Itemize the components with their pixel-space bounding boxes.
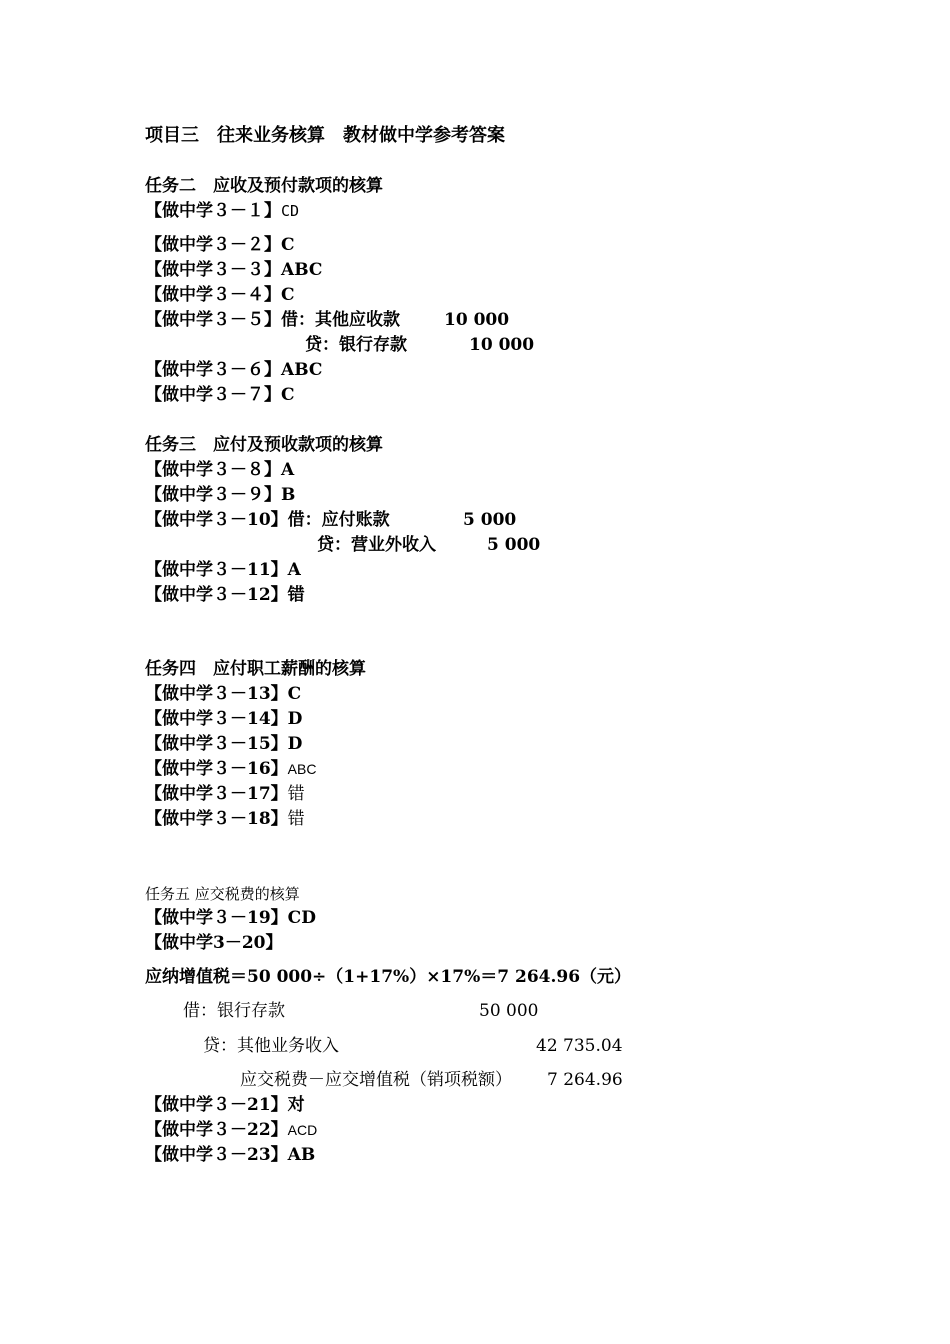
exercise-3-6	[145, 359, 322, 381]
exercise-label: 【做中学３－21】	[145, 1095, 288, 1115]
exercise-3-11	[145, 559, 301, 581]
exercise-3-18	[145, 808, 305, 830]
exercise-label: 【做中学３－12】	[145, 585, 288, 605]
exercise-label: 【做中学３－14】	[145, 709, 288, 729]
exercise-3-14	[145, 708, 302, 730]
exercise-answer: 对	[287, 1095, 305, 1115]
exercise-label: 【做中学３－10】	[145, 510, 288, 530]
section-heading-task5: 任务五 应交税费的核算	[145, 885, 300, 903]
exercise-answer: 借：应付账款	[287, 510, 390, 530]
exercise-answer: A	[287, 560, 301, 580]
exercise-answer: D	[287, 709, 303, 729]
exercise-3-20	[145, 932, 283, 954]
credit-entry: 应交税费－应交增值税（销项税额）	[240, 1070, 512, 1090]
exercise-3-5	[145, 309, 400, 331]
exercise-3-13	[145, 683, 301, 705]
section-heading-task3: 任务三 应付及预收款项的核算	[145, 435, 383, 455]
exercise-label: 【做中学３－４】	[145, 285, 281, 305]
exercise-answer: C	[287, 684, 302, 704]
debit-amount: 5 000	[463, 510, 517, 530]
debit-amount: 10 000	[444, 310, 510, 330]
exercise-label: 【做中学３－13】	[145, 684, 288, 704]
credit-amount: 10 000	[469, 335, 535, 355]
exercise-3-2	[145, 234, 295, 256]
exercise-label: 【做中学３－15】	[145, 734, 288, 754]
exercise-3-10	[145, 509, 390, 531]
credit-entry: 贷：其他业务收入	[203, 1036, 339, 1056]
exercise-label: 【做中学３－23】	[145, 1145, 288, 1165]
page-title: 项目三 往来业务核算 教材做中学参考答案	[145, 125, 505, 146]
exercise-label: 【做中学３－22】	[145, 1120, 288, 1140]
exercise-3-7	[145, 384, 295, 406]
credit-amount: 42 735.04	[536, 1036, 623, 1056]
exercise-answer: ACD	[287, 1122, 318, 1138]
exercise-3-17	[145, 783, 305, 805]
exercise-label: 【做中学３－19】	[145, 908, 288, 928]
exercise-label: 【做中学３－２】	[145, 235, 281, 255]
exercise-answer: 错	[287, 809, 305, 829]
exercise-label: 【做中学３－１】	[145, 201, 281, 221]
exercise-label: 【做中学３－３】	[145, 260, 281, 280]
credit-entry: 贷：银行存款	[305, 335, 407, 355]
section-heading-task2: 任务二 应收及预付款项的核算	[145, 176, 383, 196]
debit-amount: 50 000	[479, 1001, 539, 1021]
exercise-answer: C	[281, 385, 295, 405]
exercise-3-15	[145, 733, 302, 755]
exercise-label: 【做中学３－16】	[145, 759, 288, 779]
exercise-3-16	[145, 758, 316, 780]
exercise-3-8	[145, 459, 294, 481]
exercise-answer: ABC	[287, 761, 317, 777]
exercise-3-4	[145, 284, 295, 306]
exercise-label: 【做中学３－５】	[145, 310, 281, 330]
exercise-3-23	[145, 1144, 315, 1166]
exercise-answer: ABC	[281, 360, 323, 380]
exercise-answer: AB	[287, 1145, 316, 1165]
exercise-answer: ABC	[281, 260, 323, 280]
exercise-label: 【做中学３－９】	[145, 485, 281, 505]
section-heading-task4: 任务四 应付职工薪酬的核算	[145, 659, 366, 679]
exercise-answer: D	[287, 734, 303, 754]
exercise-answer: B	[281, 485, 296, 505]
exercise-answer: A	[281, 460, 295, 480]
vat-formula: 应纳增值税＝50 000÷（1+17%）×17%＝7 264.96（元）	[145, 967, 632, 987]
exercise-label: 【做中学３－17】	[145, 784, 288, 804]
credit-entry: 贷：营业外收入	[317, 535, 436, 555]
exercise-answer: CD	[281, 202, 300, 220]
exercise-3-22	[145, 1119, 317, 1141]
exercise-3-19	[145, 907, 316, 929]
exercise-3-1	[145, 200, 299, 222]
exercise-answer: CD	[287, 908, 316, 928]
exercise-label: 【做中学３－６】	[145, 360, 281, 380]
exercise-3-21	[145, 1094, 305, 1116]
exercise-label: 【做中学３－18】	[145, 809, 288, 829]
exercise-label: 【做中学３－８】	[145, 460, 281, 480]
exercise-answer: 错	[287, 784, 305, 804]
exercise-3-9	[145, 484, 295, 506]
exercise-answer: 借：其他应收款	[281, 310, 400, 330]
exercise-label: 【做中学３－11】	[145, 560, 288, 580]
credit-amount: 5 000	[487, 535, 541, 555]
exercise-3-3	[145, 259, 322, 281]
exercise-answer: 错	[287, 585, 305, 605]
credit-amount: 7 264.96	[547, 1070, 623, 1090]
exercise-label: 【做中学3－20】	[145, 933, 283, 953]
debit-entry: 借：银行存款	[183, 1001, 285, 1021]
exercise-answer: C	[281, 235, 295, 255]
exercise-label: 【做中学３－７】	[145, 385, 281, 405]
exercise-answer: C	[281, 285, 295, 305]
exercise-3-12	[145, 584, 305, 606]
